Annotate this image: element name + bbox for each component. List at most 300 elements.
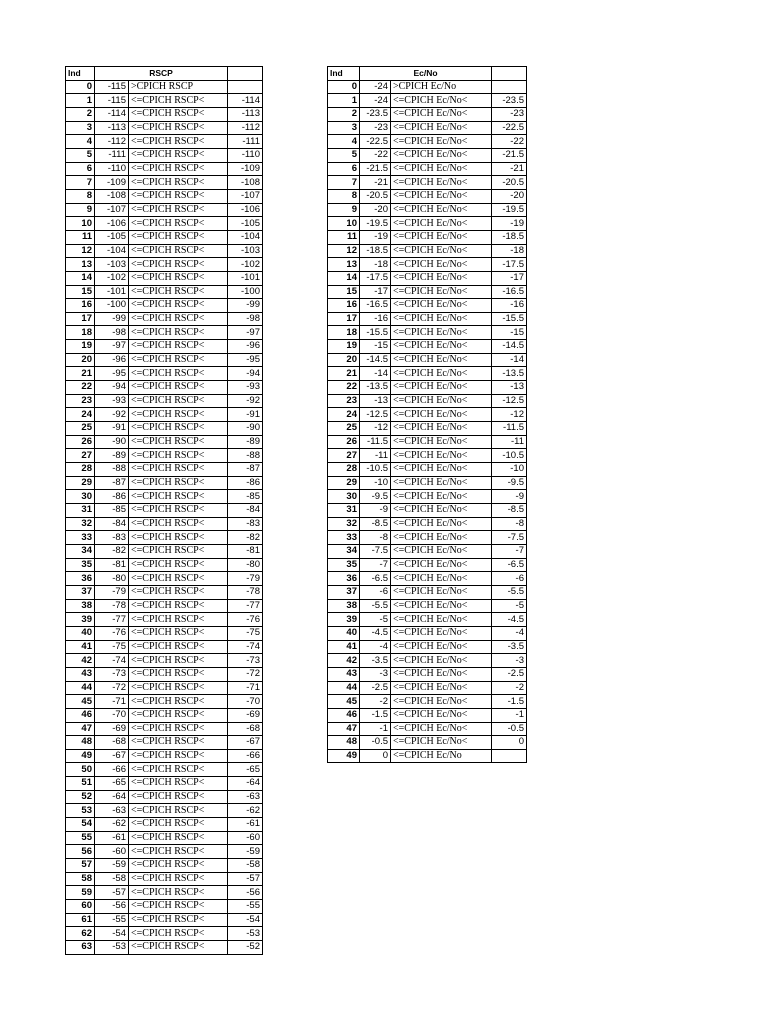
ecno-condition-cell: <=CPICH Ec/No<	[391, 654, 492, 668]
rscp-threshold-cell: -107	[228, 189, 263, 203]
rscp-value-cell: -58	[95, 872, 129, 886]
ecno-threshold-cell: -20.5	[492, 176, 527, 190]
rscp-condition-cell: <=CPICH RSCP<	[129, 517, 228, 531]
rscp-threshold-cell: -66	[228, 749, 263, 763]
rscp-table-body	[66, 80, 263, 954]
ecno-value-cell: -24	[360, 94, 391, 108]
rscp-value-cell: -84	[95, 517, 129, 531]
rscp-value-cell: -113	[95, 121, 129, 135]
rscp-value-cell: -108	[95, 189, 129, 203]
ecno-threshold-cell: -14.5	[492, 340, 527, 354]
ecno-threshold-cell: 0	[492, 736, 527, 750]
ecno-value-cell: -0.5	[360, 736, 391, 750]
ecno-table-row	[328, 258, 527, 272]
ecno-condition-cell: <=CPICH Ec/No<	[391, 476, 492, 490]
rscp-condition-cell: <=CPICH RSCP<	[129, 230, 228, 244]
ecno-value-cell: -6.5	[360, 572, 391, 586]
ecno-threshold-cell: -3.5	[492, 640, 527, 654]
ecno-header-row	[328, 67, 527, 81]
ecno-condition-cell: <=CPICH Ec/No<	[391, 340, 492, 354]
ecno-value-cell: -9	[360, 504, 391, 518]
rscp-table-row	[66, 790, 263, 804]
ecno-ind-cell: 29	[328, 476, 360, 490]
rscp-ind-cell: 7	[66, 176, 95, 190]
ecno-condition-cell: <=CPICH Ec/No<	[391, 599, 492, 613]
rscp-value-cell: -71	[95, 695, 129, 709]
ecno-value-cell: -3.5	[360, 654, 391, 668]
ecno-value-cell: -13.5	[360, 381, 391, 395]
rscp-value-cell: -66	[95, 763, 129, 777]
rscp-threshold-cell: -75	[228, 626, 263, 640]
ecno-ind-cell: 18	[328, 326, 360, 340]
ecno-condition-cell: <=CPICH Ec/No<	[391, 230, 492, 244]
ecno-threshold-cell: -15	[492, 326, 527, 340]
ecno-ind-cell: 39	[328, 613, 360, 627]
ecno-condition-cell: <=CPICH Ec/No<	[391, 408, 492, 422]
ecno-ind-cell: 45	[328, 695, 360, 709]
ecno-table-row	[328, 626, 527, 640]
rscp-value-cell: -65	[95, 777, 129, 791]
rscp-ind-cell: 36	[66, 572, 95, 586]
ecno-threshold-cell: -13.5	[492, 367, 527, 381]
ecno-threshold-cell: -12	[492, 408, 527, 422]
rscp-table-row	[66, 941, 263, 955]
ecno-condition-cell: <=CPICH Ec/No<	[391, 558, 492, 572]
ecno-threshold-cell: -8.5	[492, 504, 527, 518]
rscp-value-cell: -99	[95, 312, 129, 326]
rscp-value-cell: -102	[95, 271, 129, 285]
ecno-ind-cell: 28	[328, 463, 360, 477]
rscp-value-cell: -54	[95, 927, 129, 941]
ecno-condition-cell: <=CPICH Ec/No<	[391, 271, 492, 285]
rscp-condition-cell: <=CPICH RSCP<	[129, 381, 228, 395]
rscp-table-row	[66, 900, 263, 914]
rscp-threshold-cell: -97	[228, 326, 263, 340]
ecno-ind-cell: 19	[328, 340, 360, 354]
rscp-threshold-cell: -99	[228, 299, 263, 313]
ecno-value-cell: -1.5	[360, 708, 391, 722]
ecno-threshold-cell: -2.5	[492, 667, 527, 681]
rscp-value-cell: -59	[95, 859, 129, 873]
rscp-threshold-cell: -55	[228, 900, 263, 914]
rscp-value-cell: -111	[95, 148, 129, 162]
rscp-table-row	[66, 804, 263, 818]
ecno-threshold-cell: -9	[492, 490, 527, 504]
ecno-threshold-cell: -22.5	[492, 121, 527, 135]
rscp-ind-cell: 14	[66, 271, 95, 285]
ecno-value-cell: -19	[360, 230, 391, 244]
ecno-ind-cell: 44	[328, 681, 360, 695]
rscp-condition-cell: <=CPICH RSCP<	[129, 422, 228, 436]
rscp-threshold-cell: -84	[228, 504, 263, 518]
ecno-value-cell: -11	[360, 449, 391, 463]
ecno-table-row	[328, 176, 527, 190]
ecno-value-cell: -10.5	[360, 463, 391, 477]
ecno-table-row	[328, 640, 527, 654]
rscp-condition-cell: <=CPICH RSCP<	[129, 599, 228, 613]
rscp-ind-cell: 29	[66, 476, 95, 490]
ecno-table-row	[328, 531, 527, 545]
ecno-table-row	[328, 162, 527, 176]
rscp-value-cell: -74	[95, 654, 129, 668]
ecno-threshold-cell: -15.5	[492, 312, 527, 326]
ecno-ind-cell: 8	[328, 189, 360, 203]
rscp-value-cell: -78	[95, 599, 129, 613]
rscp-threshold-cell: -102	[228, 258, 263, 272]
ecno-ind-cell: 46	[328, 708, 360, 722]
rscp-threshold-cell: -63	[228, 790, 263, 804]
ecno-threshold-cell: -8	[492, 517, 527, 531]
ecno-threshold-cell: -23.5	[492, 94, 527, 108]
rscp-ind-cell: 63	[66, 941, 95, 955]
ecno-ind-cell: 43	[328, 667, 360, 681]
rscp-threshold-cell: -96	[228, 340, 263, 354]
rscp-condition-cell: <=CPICH RSCP<	[129, 299, 228, 313]
rscp-threshold-cell: -74	[228, 640, 263, 654]
rscp-table-row	[66, 107, 263, 121]
ecno-condition-cell: >CPICH Ec/No	[391, 80, 492, 94]
rscp-table-row	[66, 681, 263, 695]
rscp-ind-cell: 44	[66, 681, 95, 695]
rscp-condition-cell: <=CPICH RSCP<	[129, 189, 228, 203]
ecno-ind-cell: 49	[328, 749, 360, 763]
ecno-condition-cell: <=CPICH Ec/No<	[391, 203, 492, 217]
ecno-condition-cell: <=CPICH Ec/No<	[391, 353, 492, 367]
ecno-value-cell: -12	[360, 422, 391, 436]
rscp-table-row	[66, 749, 263, 763]
rscp-condition-cell: <=CPICH RSCP<	[129, 531, 228, 545]
rscp-threshold-cell: -93	[228, 381, 263, 395]
rscp-table-row	[66, 121, 263, 135]
rscp-condition-cell: <=CPICH RSCP<	[129, 886, 228, 900]
rscp-condition-cell: <=CPICH RSCP<	[129, 176, 228, 190]
ecno-table-row	[328, 340, 527, 354]
rscp-condition-cell: <=CPICH RSCP<	[129, 859, 228, 873]
rscp-value-cell: -97	[95, 340, 129, 354]
rscp-ind-cell: 28	[66, 463, 95, 477]
rscp-table-row	[66, 271, 263, 285]
rscp-threshold-cell: -112	[228, 121, 263, 135]
rscp-table-row	[66, 394, 263, 408]
rscp-table-row	[66, 381, 263, 395]
ecno-table-row	[328, 708, 527, 722]
ecno-table-row	[328, 558, 527, 572]
rscp-condition-cell: <=CPICH RSCP<	[129, 626, 228, 640]
ecno-threshold-cell: -17	[492, 271, 527, 285]
rscp-table-row	[66, 203, 263, 217]
ecno-header-threshold	[492, 67, 527, 81]
ecno-threshold-cell: -2	[492, 681, 527, 695]
ecno-condition-cell: <=CPICH Ec/No<	[391, 695, 492, 709]
rscp-table-row	[66, 872, 263, 886]
rscp-threshold-cell: -103	[228, 244, 263, 258]
rscp-condition-cell: <=CPICH RSCP<	[129, 749, 228, 763]
ecno-condition-cell: <=CPICH Ec/No<	[391, 736, 492, 750]
rscp-threshold-cell: -109	[228, 162, 263, 176]
ecno-ind-cell: 3	[328, 121, 360, 135]
rscp-ind-cell: 41	[66, 640, 95, 654]
rscp-condition-cell: <=CPICH RSCP<	[129, 107, 228, 121]
ecno-threshold-cell: -6	[492, 572, 527, 586]
ecno-condition-cell: <=CPICH Ec/No<	[391, 381, 492, 395]
rscp-table-row	[66, 886, 263, 900]
rscp-threshold-cell: -101	[228, 271, 263, 285]
rscp-threshold-cell: -52	[228, 941, 263, 955]
ecno-ind-cell: 17	[328, 312, 360, 326]
ecno-value-cell: -21	[360, 176, 391, 190]
rscp-ind-cell: 34	[66, 544, 95, 558]
rscp-value-cell: -92	[95, 408, 129, 422]
ecno-table-row	[328, 490, 527, 504]
ecno-value-cell: -16	[360, 312, 391, 326]
rscp-threshold-cell: -70	[228, 695, 263, 709]
rscp-condition-cell: <=CPICH RSCP<	[129, 667, 228, 681]
rscp-ind-cell: 62	[66, 927, 95, 941]
rscp-condition-cell: <=CPICH RSCP<	[129, 804, 228, 818]
ecno-table-row	[328, 312, 527, 326]
ecno-ind-cell: 16	[328, 299, 360, 313]
ecno-value-cell: -16.5	[360, 299, 391, 313]
ecno-condition-cell: <=CPICH Ec/No<	[391, 490, 492, 504]
ecno-value-cell: -20	[360, 203, 391, 217]
ecno-ind-cell: 21	[328, 367, 360, 381]
rscp-threshold-cell: -106	[228, 203, 263, 217]
ecno-ind-cell: 11	[328, 230, 360, 244]
ecno-table-row	[328, 80, 527, 94]
rscp-threshold-cell: -58	[228, 859, 263, 873]
rscp-threshold-cell: -87	[228, 463, 263, 477]
ecno-threshold-cell: -3	[492, 654, 527, 668]
rscp-condition-cell: <=CPICH RSCP<	[129, 408, 228, 422]
rscp-threshold-cell: -88	[228, 449, 263, 463]
ecno-ind-cell: 25	[328, 422, 360, 436]
ecno-condition-cell: <=CPICH Ec/No<	[391, 681, 492, 695]
ecno-table-row	[328, 463, 527, 477]
ecno-threshold-cell: -18.5	[492, 230, 527, 244]
rscp-ind-cell: 26	[66, 435, 95, 449]
ecno-table-row	[328, 435, 527, 449]
rscp-condition-cell: >CPICH RSCP	[129, 80, 228, 94]
rscp-ind-cell: 51	[66, 777, 95, 791]
ecno-value-cell: -14.5	[360, 353, 391, 367]
ecno-ind-cell: 42	[328, 654, 360, 668]
rscp-table-row	[66, 408, 263, 422]
rscp-condition-cell: <=CPICH RSCP<	[129, 763, 228, 777]
rscp-ind-cell: 22	[66, 381, 95, 395]
rscp-condition-cell: <=CPICH RSCP<	[129, 640, 228, 654]
rscp-ind-cell: 47	[66, 722, 95, 736]
ecno-condition-cell: <=CPICH Ec/No<	[391, 326, 492, 340]
ecno-condition-cell: <=CPICH Ec/No<	[391, 285, 492, 299]
rscp-ind-cell: 38	[66, 599, 95, 613]
rscp-table-row	[66, 230, 263, 244]
rscp-threshold-cell: -53	[228, 927, 263, 941]
rscp-threshold-cell: -64	[228, 777, 263, 791]
rscp-value-cell: -76	[95, 626, 129, 640]
ecno-condition-cell: <=CPICH Ec/No<	[391, 367, 492, 381]
rscp-condition-cell: <=CPICH RSCP<	[129, 654, 228, 668]
ecno-table-row	[328, 599, 527, 613]
rscp-ind-cell: 48	[66, 736, 95, 750]
rscp-ind-cell: 9	[66, 203, 95, 217]
rscp-ind-cell: 57	[66, 859, 95, 873]
ecno-value-cell: -5.5	[360, 599, 391, 613]
rscp-table-row	[66, 326, 263, 340]
rscp-condition-cell: <=CPICH RSCP<	[129, 217, 228, 231]
ecno-value-cell: -4.5	[360, 626, 391, 640]
ecno-ind-cell: 22	[328, 381, 360, 395]
ecno-condition-cell: <=CPICH Ec/No<	[391, 517, 492, 531]
ecno-threshold-cell	[492, 80, 527, 94]
rscp-threshold-cell: -111	[228, 135, 263, 149]
ecno-threshold-cell: -0.5	[492, 722, 527, 736]
rscp-threshold-cell: -95	[228, 353, 263, 367]
rscp-value-cell: -73	[95, 667, 129, 681]
rscp-table-row	[66, 258, 263, 272]
ecno-ind-cell: 27	[328, 449, 360, 463]
rscp-table-row	[66, 463, 263, 477]
rscp-condition-cell: <=CPICH RSCP<	[129, 449, 228, 463]
ecno-threshold-cell: -16	[492, 299, 527, 313]
rscp-table-row	[66, 859, 263, 873]
rscp-threshold-cell	[228, 80, 263, 94]
ecno-header-ind: Ind	[328, 67, 360, 81]
rscp-condition-cell: <=CPICH RSCP<	[129, 476, 228, 490]
rscp-value-cell: -70	[95, 708, 129, 722]
ecno-table-row	[328, 695, 527, 709]
rscp-ind-cell: 40	[66, 626, 95, 640]
rscp-ind-cell: 31	[66, 504, 95, 518]
rscp-condition-cell: <=CPICH RSCP<	[129, 681, 228, 695]
rscp-threshold-cell: -68	[228, 722, 263, 736]
ecno-value-cell: -2	[360, 695, 391, 709]
ecno-ind-cell: 20	[328, 353, 360, 367]
rscp-ind-cell: 46	[66, 708, 95, 722]
ecno-threshold-cell: -11.5	[492, 422, 527, 436]
ecno-condition-cell: <=CPICH Ec/No<	[391, 422, 492, 436]
ecno-table-row	[328, 203, 527, 217]
ecno-ind-cell: 32	[328, 517, 360, 531]
rscp-value-cell: -89	[95, 449, 129, 463]
rscp-value-cell: -87	[95, 476, 129, 490]
rscp-condition-cell: <=CPICH RSCP<	[129, 394, 228, 408]
rscp-table-row	[66, 449, 263, 463]
ecno-value-cell: -7	[360, 558, 391, 572]
ecno-ind-cell: 10	[328, 217, 360, 231]
rscp-threshold-cell: -69	[228, 708, 263, 722]
rscp-table-row	[66, 927, 263, 941]
rscp-threshold-cell: -54	[228, 913, 263, 927]
rscp-ind-cell: 30	[66, 490, 95, 504]
ecno-threshold-cell: -4.5	[492, 613, 527, 627]
ecno-table-row	[328, 217, 527, 231]
rscp-table-row	[66, 285, 263, 299]
rscp-table-row	[66, 708, 263, 722]
rscp-ind-cell: 11	[66, 230, 95, 244]
ecno-condition-cell: <=CPICH Ec/No<	[391, 107, 492, 121]
rscp-ind-cell: 37	[66, 585, 95, 599]
rscp-table-row	[66, 558, 263, 572]
rscp-condition-cell: <=CPICH RSCP<	[129, 148, 228, 162]
ecno-condition-cell: <=CPICH Ec/No<	[391, 189, 492, 203]
rscp-condition-cell: <=CPICH RSCP<	[129, 722, 228, 736]
ecno-condition-cell: <=CPICH Ec/No<	[391, 176, 492, 190]
rscp-value-cell: -88	[95, 463, 129, 477]
ecno-condition-cell: <=CPICH Ec/No<	[391, 640, 492, 654]
rscp-threshold-cell: -89	[228, 435, 263, 449]
rscp-threshold-cell: -108	[228, 176, 263, 190]
ecno-threshold-cell: -10.5	[492, 449, 527, 463]
ecno-value-cell: -23	[360, 121, 391, 135]
rscp-condition-cell: <=CPICH RSCP<	[129, 777, 228, 791]
ecno-value-cell: -15.5	[360, 326, 391, 340]
rscp-table-row	[66, 176, 263, 190]
ecno-condition-cell: <=CPICH Ec/No<	[391, 94, 492, 108]
rscp-threshold-cell: -56	[228, 886, 263, 900]
rscp-condition-cell: <=CPICH RSCP<	[129, 585, 228, 599]
ecno-value-cell: -22	[360, 148, 391, 162]
rscp-condition-cell: <=CPICH RSCP<	[129, 353, 228, 367]
rscp-condition-cell: <=CPICH RSCP<	[129, 736, 228, 750]
rscp-ind-cell: 45	[66, 695, 95, 709]
rscp-value-cell: -104	[95, 244, 129, 258]
rscp-value-cell: -79	[95, 585, 129, 599]
ecno-value-cell: -14	[360, 367, 391, 381]
rscp-condition-cell: <=CPICH RSCP<	[129, 367, 228, 381]
rscp-table-row	[66, 217, 263, 231]
ecno-table-row	[328, 613, 527, 627]
ecno-value-cell: -15	[360, 340, 391, 354]
ecno-threshold-cell: -1	[492, 708, 527, 722]
ecno-threshold-cell: -20	[492, 189, 527, 203]
rscp-ind-cell: 15	[66, 285, 95, 299]
ecno-ind-cell: 12	[328, 244, 360, 258]
ecno-ind-cell: 34	[328, 544, 360, 558]
rscp-table-row	[66, 340, 263, 354]
ecno-table-row	[328, 504, 527, 518]
rscp-condition-cell: <=CPICH RSCP<	[129, 326, 228, 340]
rscp-value-cell: -115	[95, 80, 129, 94]
rscp-ind-cell: 21	[66, 367, 95, 381]
rscp-threshold-cell: -110	[228, 148, 263, 162]
ecno-value-cell: -4	[360, 640, 391, 654]
ecno-condition-cell: <=CPICH Ec/No<	[391, 394, 492, 408]
rscp-value-cell: -83	[95, 531, 129, 545]
rscp-threshold-cell: -67	[228, 736, 263, 750]
ecno-table-body	[328, 80, 527, 763]
ecno-table-row	[328, 422, 527, 436]
rscp-ind-cell: 27	[66, 449, 95, 463]
ecno-value-cell: -6	[360, 585, 391, 599]
rscp-value-cell: -94	[95, 381, 129, 395]
rscp-value-cell: -67	[95, 749, 129, 763]
rscp-condition-cell: <=CPICH RSCP<	[129, 135, 228, 149]
ecno-condition-cell: <=CPICH Ec/No<	[391, 217, 492, 231]
ecno-condition-cell: <=CPICH Ec/No<	[391, 258, 492, 272]
ecno-threshold-cell: -16.5	[492, 285, 527, 299]
rscp-table-row	[66, 299, 263, 313]
ecno-table-row	[328, 654, 527, 668]
rscp-table-row	[66, 585, 263, 599]
rscp-table-row	[66, 913, 263, 927]
ecno-ind-cell: 33	[328, 531, 360, 545]
ecno-ind-cell: 7	[328, 176, 360, 190]
rscp-condition-cell: <=CPICH RSCP<	[129, 203, 228, 217]
ecno-value-cell: -18	[360, 258, 391, 272]
ecno-condition-cell: <=CPICH Ec/No<	[391, 585, 492, 599]
rscp-ind-cell: 4	[66, 135, 95, 149]
rscp-table	[65, 66, 263, 955]
